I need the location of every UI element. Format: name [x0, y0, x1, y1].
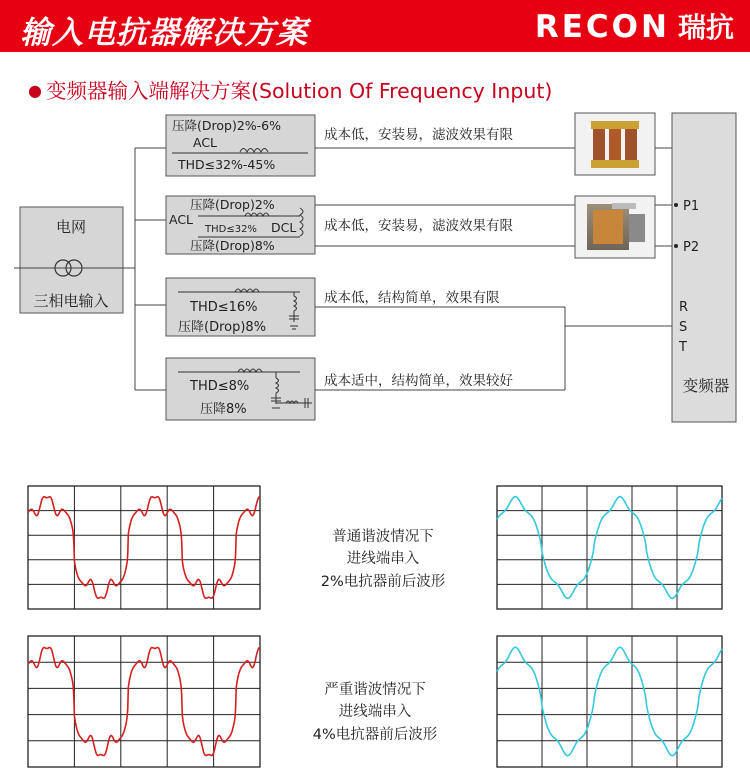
option-1-acl: ACL	[193, 135, 218, 150]
terminal-p1: P1	[683, 199, 700, 214]
option-4-drop: 压降8%	[200, 402, 247, 417]
subtitle-text: 变频器输入端解决方案(Solution Of Frequency Input)	[45, 79, 553, 103]
waveform-before-4pct	[28, 636, 260, 767]
option-1-thd: THD≤32%-45%	[178, 157, 276, 172]
terminal-s: S	[679, 320, 688, 335]
waveform-note-2-line3: 4%电抗器前后波形	[312, 727, 438, 743]
waveform-after-4pct	[497, 636, 722, 767]
grid-label: 电网	[55, 218, 87, 236]
option-lc-filter-box	[166, 278, 315, 336]
option-1-drop: 压降(Drop)2%-6%	[172, 118, 281, 133]
vfd-label: 变频器	[682, 377, 730, 395]
waveform-frame	[497, 486, 722, 609]
option-2-dcl: DCL	[271, 220, 297, 235]
waveform-frame	[497, 636, 722, 767]
bullet-icon: ●	[28, 81, 42, 100]
option-trap-filter-box	[166, 358, 315, 420]
waveform-note-1-line2: 进线端串入	[346, 551, 420, 567]
option-acl-dcl-box	[166, 196, 315, 254]
terminal-t: T	[679, 340, 687, 355]
option-1-desc: 成本低，安装易，滤波效果有限	[324, 127, 513, 143]
waveform-note-1-line3: 2%电抗器前后波形	[320, 574, 446, 590]
grid-input-box	[20, 207, 123, 313]
waveform-frame	[28, 636, 260, 767]
waveform-note-2-line1: 严重谐波情况下	[324, 682, 426, 698]
three-phase-input-label: 三相电输入	[33, 292, 109, 310]
option-acl-box	[166, 115, 315, 176]
waveform-note-2-line2: 进线端串入	[338, 704, 412, 720]
brand-name-en: RECON	[534, 9, 670, 45]
waveform-note-1-line1: 普通谐波情况下	[332, 529, 434, 545]
terminal-r: R	[679, 300, 689, 315]
option-4-thd: THD≤8%	[190, 379, 250, 394]
option-3-desc: 成本低，结构简单，效果有限	[324, 290, 500, 306]
option-2-drop-top: 压降(Drop)2%	[190, 197, 275, 212]
vfd-box	[672, 113, 736, 422]
option-2-thd: THD≤32%	[205, 224, 257, 235]
ac-reactor-image	[575, 113, 655, 175]
option-3-drop: 压降(Drop)8%	[178, 320, 267, 335]
option-2-desc: 成本低，安装易，滤波效果有限	[324, 218, 513, 234]
option-2-drop-bottom: 压降(Drop)8%	[190, 238, 275, 253]
waveform-frame	[28, 486, 260, 609]
brand-name-cn: 瑞抗	[677, 11, 734, 44]
waveform-after-2pct	[497, 486, 722, 609]
option-4-desc: 成本适中，结构简单，效果较好	[324, 373, 513, 389]
dc-reactor-image	[575, 196, 655, 258]
page-title: 输入电抗器解决方案	[20, 15, 308, 51]
option-3-thd: THD≤16%	[190, 300, 258, 315]
terminal-p2: P2	[683, 240, 700, 255]
option-2-acl: ACL	[169, 212, 194, 227]
waveform-before-2pct	[28, 486, 260, 609]
